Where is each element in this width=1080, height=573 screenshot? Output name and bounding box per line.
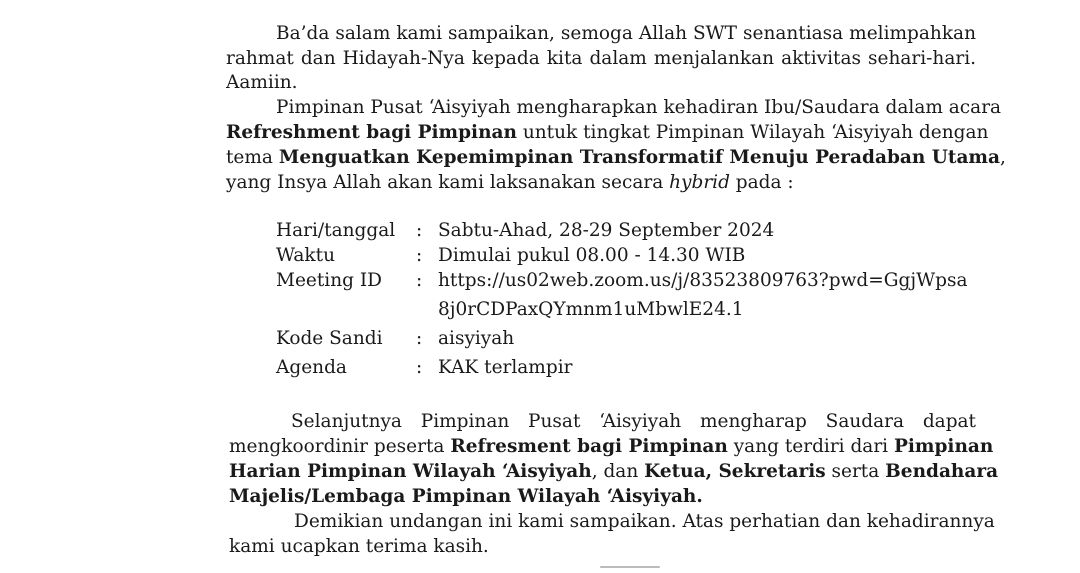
- detail-separator: :: [416, 357, 423, 378]
- p3-line-4: [229, 485, 703, 509]
- p2-line-1: Pimpinan Pusat ‘Aisyiyah mengharapkan kehadiran Ibu/Saudara dalam acara: [276, 97, 1002, 118]
- p3-line-2-b: yang terdiri dari: [727, 436, 894, 457]
- p3-line-2: [229, 435, 994, 459]
- p2-line-4: [226, 171, 794, 195]
- p3-line-3-bold-3: Bendahara: [885, 461, 999, 482]
- p3-line-2-a: mengkoordinir peserta: [229, 436, 451, 457]
- detail-value: aisyiyah: [438, 328, 515, 349]
- p3-line-3-b: serta: [825, 461, 886, 482]
- p1-line-3: Aamiin.: [226, 72, 298, 93]
- detail-separator: :: [416, 220, 423, 241]
- detail-separator: :: [416, 270, 423, 291]
- event-theme: Menguatkan Kepemimpinan Transformatif Menuju Peradaban Utama: [278, 147, 1000, 168]
- p2-line-2: [226, 121, 989, 145]
- p2-line-2-rest: untuk tingkat Pimpinan Wilayah ‘Aisyiyah dengan: [516, 122, 989, 143]
- p3-line-3-bold-1: Harian Pimpinan Wilayah ‘Aisyiyah: [229, 461, 592, 482]
- detail-separator: :: [416, 328, 423, 349]
- p2-line-4-a: yang Insya Allah akan kami laksanakan secara: [226, 172, 670, 193]
- p4-line-1: Demikian undangan ini kami sampaikan. Atas perhatian dan kehadirannya: [294, 511, 995, 532]
- hybrid-word: hybrid: [669, 172, 730, 193]
- detail-label: Waktu: [276, 245, 335, 266]
- meeting-link-cont[interactable]: 8j0rCDPaxQYmnm1uMbwlE24.1: [438, 299, 744, 320]
- p1-line-1: Ba’da salam kami sampaikan, semoga Allah SWT senantiasa melimpahkan: [276, 23, 976, 44]
- event-name: Refreshment bagi Pimpinan: [226, 122, 517, 143]
- detail-value: Sabtu-Ahad, 28-29 September 2024: [438, 220, 775, 241]
- p3-line-2-bold: Pimpinan: [893, 436, 994, 457]
- event-name-2: Refresment bagi Pimpinan: [450, 436, 728, 457]
- p3-line-1: Selanjutnya Pimpinan Pusat ‘Aisyiyah mengharap Saudara dapat: [291, 411, 976, 432]
- p1-line-2: rahmat dan Hidayah-Nya kepada kita dalam menjalankan aktivitas sehari-hari.: [226, 48, 976, 69]
- partial-ink-mark: [600, 566, 660, 568]
- p4-line-2: kami ucapkan terima kasih.: [229, 536, 489, 557]
- p2-line-3-b: ,: [1000, 147, 1006, 168]
- p3-line-3: [229, 460, 999, 484]
- detail-separator: :: [416, 245, 423, 266]
- p2-line-4-b: pada :: [729, 172, 794, 193]
- meeting-link[interactable]: https://us02web.zoom.us/j/83523809763?pwd=GgjWpsa: [438, 270, 968, 291]
- detail-label: Meeting ID: [276, 270, 382, 291]
- p2-line-3: [226, 146, 1006, 170]
- p3-line-3-a: , dan: [591, 461, 645, 482]
- detail-label: Kode Sandi: [276, 328, 383, 349]
- detail-label: Agenda: [276, 357, 347, 378]
- p3-line-4-bold: Majelis/Lembaga Pimpinan Wilayah ‘Aisyiyah.: [229, 486, 703, 507]
- detail-label: Hari/tanggal: [276, 220, 396, 241]
- detail-value: KAK terlampir: [438, 357, 573, 378]
- p2-line-3-a: tema: [226, 147, 279, 168]
- detail-value: Dimulai pukul 08.00 - 14.30 WIB: [438, 245, 746, 266]
- p3-line-3-bold-2: Ketua, Sekretaris: [644, 461, 826, 482]
